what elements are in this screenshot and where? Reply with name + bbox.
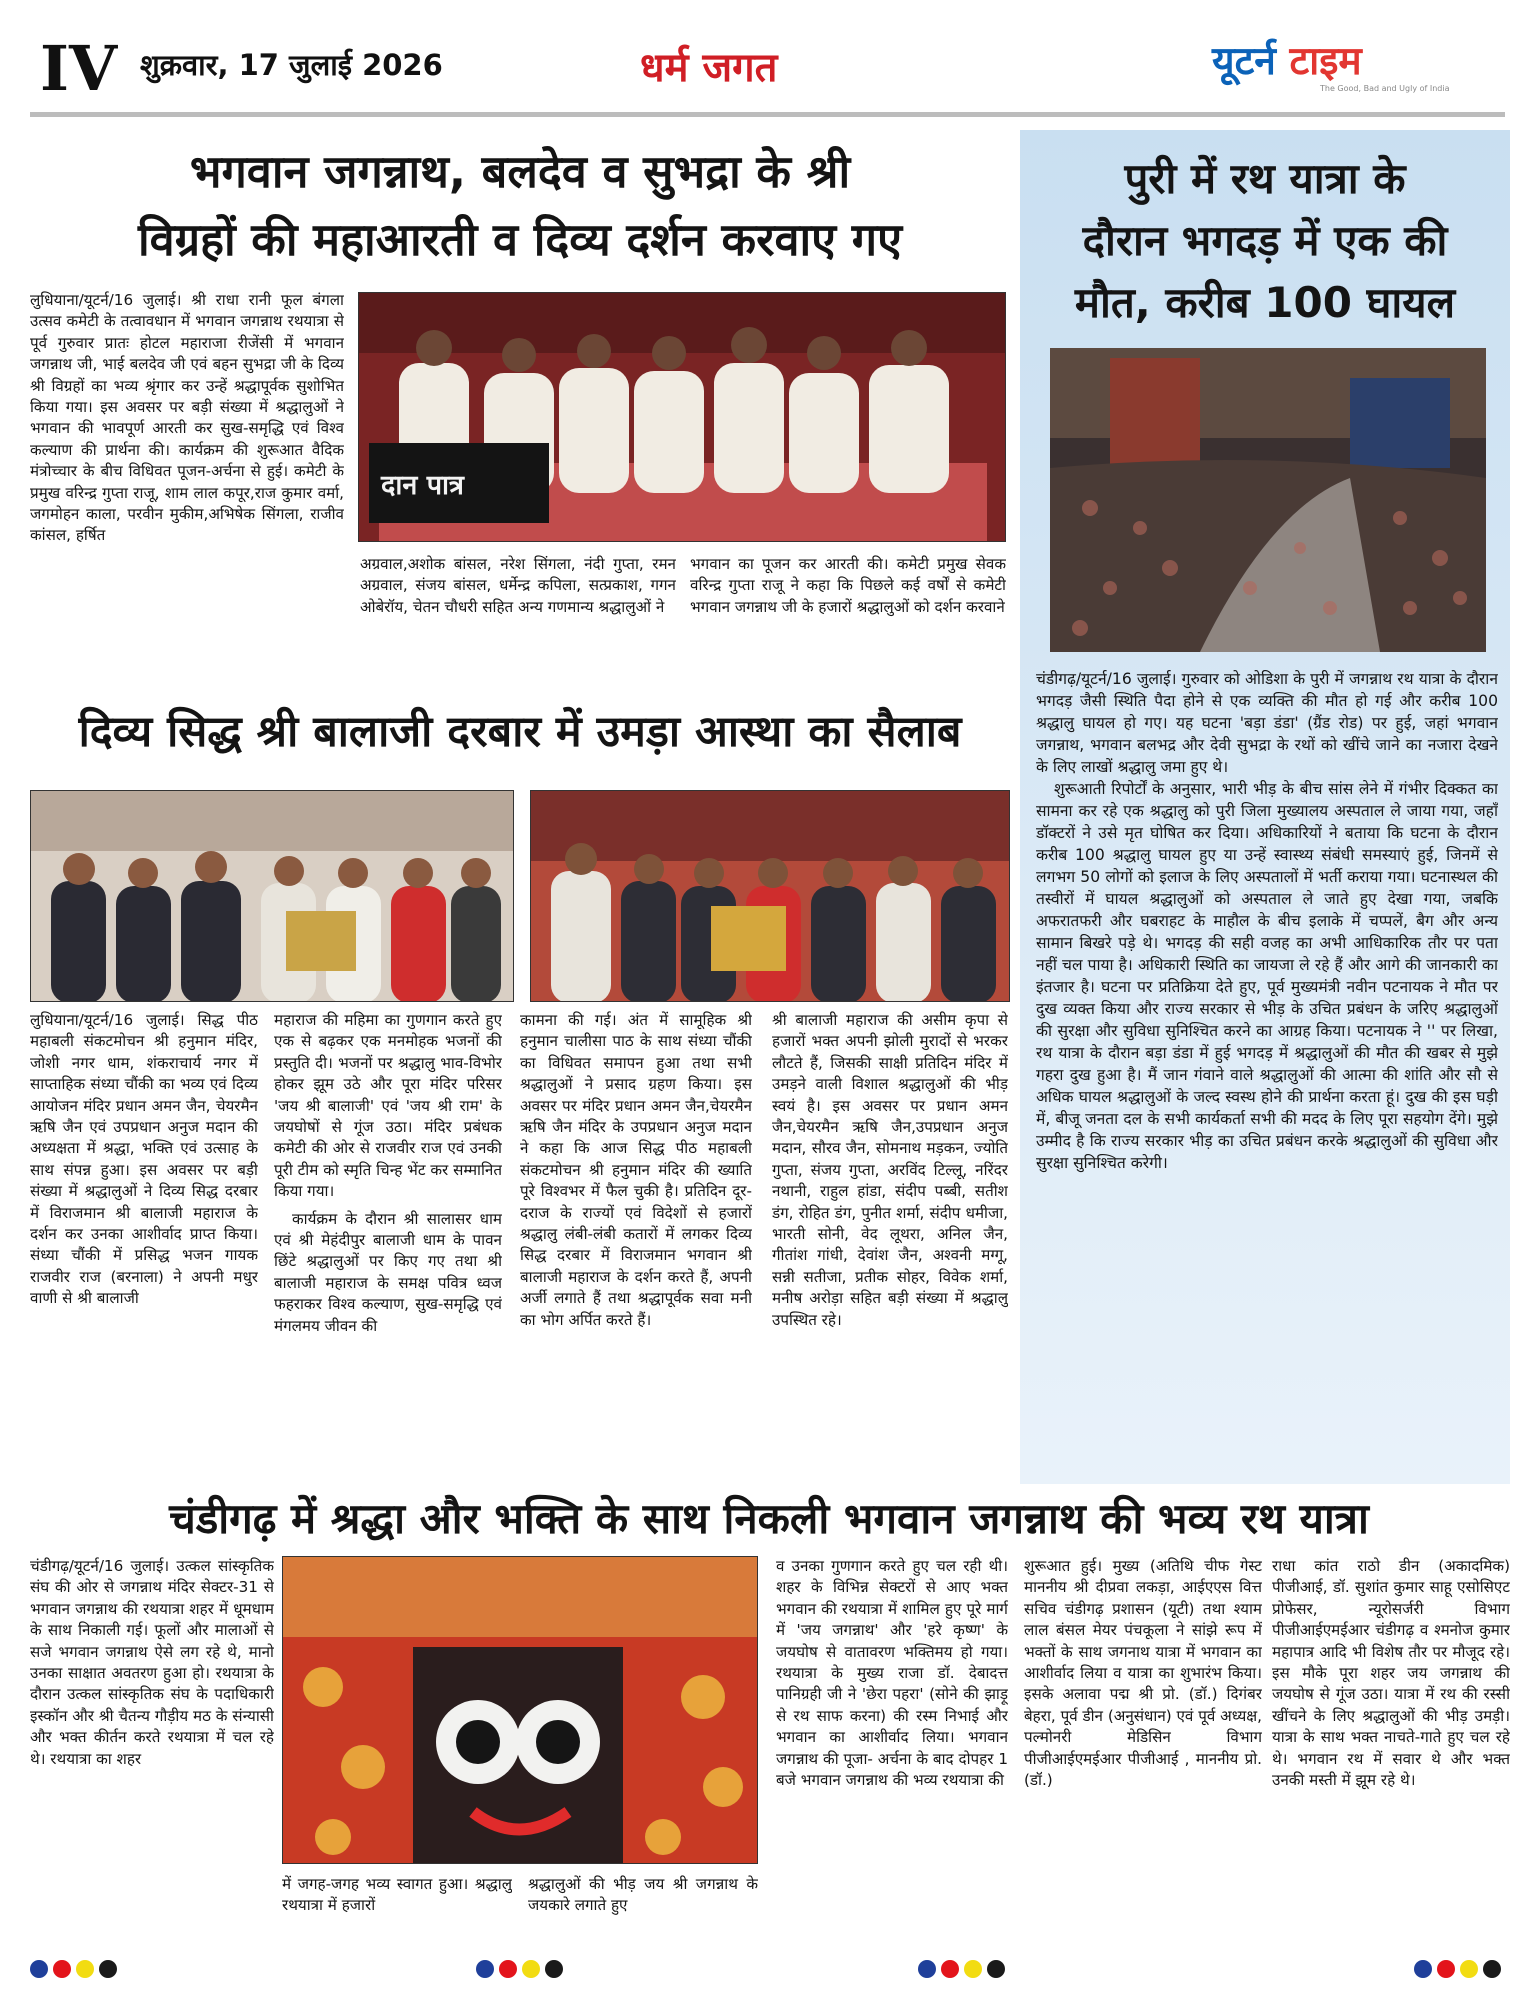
registration-dot <box>1460 1960 1478 1978</box>
registration-dot <box>964 1960 982 1978</box>
logo-tagline: The Good, Bad and Ugly of India <box>1320 84 1450 93</box>
registration-dot <box>1414 1960 1432 1978</box>
story2-headline: दिव्य सिद्ध श्री बालाजी दरबार में उमड़ा आस्था का सैलाब <box>78 707 962 757</box>
sidebar-headline-line1: पुरी में रथ यात्रा के <box>1124 154 1406 203</box>
story1-headline <box>30 138 1010 274</box>
story3-headline: चंडीगढ़ में श्रद्धा और भक्ति के साथ निकली भगवान जगन्नाथ की भव्य रथ यात्रा <box>169 1494 1369 1543</box>
newspaper-logo <box>1212 40 1492 98</box>
section-title: धर्म जगत <box>640 45 778 91</box>
story2-column-2 <box>274 1010 502 1472</box>
story2-photo-left <box>30 790 514 1002</box>
sidebar-headline-line2: दौरान भगदड़ में एक की <box>1082 216 1448 265</box>
story1-headline-line1: भगवान जगन्नाथ, बलदेव व सुभद्रा के श्री <box>189 145 851 198</box>
registration-dot <box>522 1960 540 1978</box>
story2-column-4: श्री बालाजी महाराज की असीम कृपा से हजारों भक्त अपनी झोली मुरादों से भरकर लौटते हैं, जिसकी साक्षी प्रतिदिन मंदिर में उमड़ने वाली विशाल श्रद्धालुओं की भीड़ स्वयं है। इस अवसर पर प्रधान अमन जैन,चेयरमैन ऋषि जैन,उपप्रधान अनुज मदान, सौरव जैन, सोमनाथ मड़कन, ज्योति गुप्ता, संजय गुप्ता, अरविंद टिल्लू, नरिंदर नथानी, राहुल हांडा, संदीप पब्बी, सतीश डंग, रोहित डंग, पुनीत शर्मा, संदीप धमीजा, भारती सोनी, वेद लूथरा, अनिल जैन, गीतांश गांधी, देवांश जैन, अश्वनी मग्गू, सन्नी सतीजा, प्रतीक सोहर, विवेक शर्मा, मनीष अरोड़ा सहित बड़ी संख्या में श्रद्धालु उपस्थित रहे। <box>772 1011 1008 1329</box>
sidebar-headline-line3: मौत, करीब 100 घायल <box>1074 278 1456 327</box>
registration-dot <box>941 1960 959 1978</box>
story3-column-2: में जगह-जगह भव्य स्वागत हुआ। श्रद्धालु रथयात्रा में हजारों <box>282 1875 512 1915</box>
story2-column-2-para1: महाराज की महिमा का गुणगान करते हुए एक से बढ़कर एक मनमोहक भजनों की प्रस्तुति दी। भजनों पर श्रद्धालु भाव-विभोर होकर झूम उठे और पूरा मंदिर परिसर 'जय श्री बालाजी' एवं 'जय श्री राम' के जयघोषों से गूंज उठा। मंदिर प्रबंधक कमेटी की ओर से राजवीर राज एवं उनकी पूरी टीम को स्मृति चिन्ह भेंट कर सम्मानित किया गया। <box>274 1011 502 1201</box>
registration-dot <box>499 1960 517 1978</box>
registration-dot <box>30 1960 48 1978</box>
story3-column-5: शुरूआत हुई। मुख्य (अतिथि चीफ गेस्ट माननीय श्री दीप्रवा लकड़ा, आईएएस वित्त सचिव चंडीगढ़ प्रशासन (यूटी) तथा श्याम लाल बंसल मेयर पंचकूला ने सांझे रूप में भक्तों के साथ जगनाथ यात्रा में भगवान का आशीर्वाद लिया व यात्रा का शुभारंभ किया। इसके अलावा पद्म श्री प्रो. (डॉ.) दिगंबर बेहरा, पूर्व डीन (अनुसंधान) एवं पूर्व अध्यक्ष, पल्मोनरी मेडिसिन विभाग पीजीआईएमईआर पीजीआई , माननीय प्रो. (डॉ.) <box>1024 1557 1262 1790</box>
registration-marks-middle-left <box>476 1960 563 1978</box>
registration-dot <box>53 1960 71 1978</box>
story3-column-6: राधा कांत राठो डीन (अकादमिक) पीजीआई, डॉ. सुशांत कुमार साहू एसोसिएट प्रोफेसर, न्यूरोसर्जरी विभाग पीजीआईएमईआर चंडीगढ़ व श्मनोज कुमार महापात्र आदि भी विशेष तौर पर मौजूद रहे। इस मौके पूरा शहर जय जगन्नाथ की जयघोष से गूंज उठा। यात्रा में रथ की रस्सी खींचने के लिए श्रद्धालुओं की भीड़ उमड़ी। यात्रा के साथ भक्त नाचते-गाते हुए चल रहे थे। भगवान रथ में सवार थे और भक्त उनकी मस्ती में झूम रहे थे। <box>1272 1557 1510 1790</box>
logo-text-part1: यूटर्न <box>1212 39 1276 84</box>
sidebar-story-body <box>1036 668 1498 1474</box>
registration-marks-left <box>30 1960 117 1978</box>
story1-column-2: अग्रवाल,अशोक बांसल, नरेश सिंगला, नंदी गुप्ता, रमन अग्रवाल, संजय बांसल, धर्मेन्द्र कपिला, सत्प्रकाश, गगन ओबेरॉय, चेतन चौधरी सहित अन्य गणमान्य श्रद्धालुओं ने <box>360 555 676 616</box>
registration-dot <box>1483 1960 1501 1978</box>
sidebar-para-2: शुरूआती रिपोर्टों के अनुसार, भारी भीड़ के बीच सांस लेने में गंभीर दिक्कत का सामना कर रहे एक श्रद्धालु को पुरी जिला मुख्यालय अस्पताल ले जाया गया, जहाँ डॉक्टरों ने उसे मृत घोषित कर दिया। अधिकारियों ने बताया कि घटना के दौरान करीब 100 श्रद्धालु घायल हुए या उन्हें स्वास्थ्य संबंधी समस्याएं हुई, जिनमें से लगभग 50 लोगों को इलाज के लिए अस्पतालों में भर्ती कराया गया। घटनास्थल की तस्वीरों में घायल श्रद्धालुओं को अस्पताल ले जाते हुए देखा गया, जबकि अफरातफरी और घबराहट के माहौल के बीच इलाके में चप्पलें, बैग और अन्य सामान बिखरे पड़े थे। भगदड़ की सही वजह का अभी आधिकारिक तौर पर पता नहीं चल पाया है। अधिकारी स्थिति का जायजा ले रहे हैं और आगे की जानकारी का इंतजार है। घटना पर प्रतिक्रिया देते हुए, पूर्व मुख्यमंत्री नवीन पटनायक ने मौत पर दुख व्यक्त किया और राज्य सरकार से भीड़ के उचित प्रबंधन के जरिए श्रद्धालुओं की सुरक्षा और सुविधा सुनिश्चित करने का आग्रह किया। पटनायक ने '' पर लिखा, रथ यात्रा के दौरान बड़ा डंडा में हुई भगदड़ में श्रद्धालुओं की मौत की खबर से मुझे गहरा दुख हुआ है। मैं जान गंवाने वाले श्रद्धालुओं की आत्मा की शांति और सौ से अधिक घायल श्रद्धालुओं के जल्द स्वस्थ होने की प्रार्थना करता हूं। दुख की इस घड़ी में, बीजू जनता दल के सभी कार्यकर्ता सभी की मदद के लिए पूरा सहयोग देंगे। मुझे उम्मीद है कि राज्य सरकार भीड़ का उचित प्रबंधन करके श्रद्धालुओं की सुविधा और सुरक्षा सुनिश्चित करेगी। <box>1036 780 1498 1172</box>
page-number: IV <box>40 32 118 105</box>
story2-photo-right <box>530 790 1010 1002</box>
donation-box-sign: दान पात्र <box>381 470 464 501</box>
registration-dot <box>76 1960 94 1978</box>
registration-dot <box>476 1960 494 1978</box>
page-header <box>0 0 1536 118</box>
story3-column-1: चंडीगढ़/यूटर्न/16 जुलाई। उत्कल सांस्कृतिक संघ की ओर से जगन्नाथ मंदिर सेक्टर-31 से भगवान जगन्नाथ की रथयात्रा शहर में धूमधाम के साथ निकाली गई। फूलों और मालाओं से सजे भगवान जगन्नाथ ऐसे लग रहे थे, मानो उनका साक्षात अवतरण हुआ हो। रथयात्रा के दौरान उत्कल सांस्कृतिक संघ के पदाधिकारी इस्कॉन और श्री चैतन्य गौड़ीय मठ के संन्यासी और भक्त कीर्तन करते रथयात्रा में चल रहे थे। रथयात्रा का शहर <box>30 1557 274 1768</box>
registration-marks-right <box>1414 1960 1501 1978</box>
story3-column-4: व उनका गुणगान करते हुए चल रही थी। शहर के विभिन्न सेक्टरों से आए भक्त भगवान की रथयात्रा में शामिल हुए पूरे मार्ग में 'जय जगन्नाथ' और 'हरे कृष्ण' के जयघोष से वातावरण भक्तिमय हो गया। रथयात्रा के मुख्य राजा डॉ. देबादत्त पानिग्रही जी ने 'छेरा पहरा' (सोने की झाड़ू से रथ साफ करना) की रस्म निभाई और भगवान का आशीर्वाद लिया। भगवान जगन्नाथ की पूजा- अर्चना के बाद दोपहर 1 बजे भगवान जगन्नाथ की भव्य रथयात्रा की <box>776 1557 1008 1790</box>
logo-text-part2: टाइम <box>1275 39 1362 84</box>
story2-column-3: कामना की गई। अंत में सामूहिक श्री हनुमान चालीसा पाठ के साथ संध्या चौंकी का विधिवत समापन हुआ तथा सभी श्रद्धालुओं ने प्रसाद ग्रहण किया। इस अवसर पर मंदिर प्रधान अमन जैन,चेयरमैन ऋषि जैन मंदिर के उपप्रधान अनुज मदान ने कहा कि आज सिद्ध पीठ महाबली संकटमोचन श्री हनुमान मंदिर की ख्याति पूरे विश्वभर में फैल चुकी है। प्रतिदिन दूर-दराज के राज्यों एवं विदेशों से हजारों श्रद्धालु लंबी-लंबी कतारों में लगकर दिव्य सिद्ध दरबार में विराजमान भगवान श्री बालाजी महाराज के दर्शन करते हैं, अपनी अर्जी लगाते हैं तथा श्रद्धापूर्वक सवा मनी का भोग अर्पित करते हैं। <box>520 1011 752 1329</box>
story1-column-1: लुधियाना/यूटर्न/16 जुलाई। श्री राधा रानी फूल बंगला उत्सव कमेटी के तत्वावधान में भगवान जगन्नाथ रथयात्रा से पूर्व गुरुवार प्रातः होटल महाराजा रीजेंसी में भगवान जगन्नाथ जी, भाई बलदेव जी एवं बहन सुभद्रा जी के दिव्य श्री विग्रहों का भव्य श्रृंगार कर उन्हें श्रद्धापूर्वक सुशोभित किया गया। इस अवसर पर बड़ी संख्या में श्रद्धालुओं ने भगवान की भावपूर्ण आरती कर सुख-समृद्धि एवं विश्व कल्याण की प्रार्थना की। कार्यक्रम की शुरूआत वैदिक मंत्रोच्चार के बीच विधिवत पूजन-अर्चना से हुई। कमेटी के प्रमुख वरिन्द्र गुप्ता राजू, शाम लाल कपूर,राज कुमार वर्मा, जगमोहन काला, परवीन मुकीम,अभिषेक सिंगला, राजीव कांसल, हर्षित <box>30 291 344 545</box>
story1-column-3: भगवान का पूजन कर आरती की। कमेटी प्रमुख सेवक वरिन्द्र गुप्ता राजू ने कहा कि पिछले कई वर्षों से कमेटी भगवान जगन्नाथ जी के हजारों श्रद्धालुओं को दर्शन करवाने <box>690 555 1006 616</box>
registration-dot <box>545 1960 563 1978</box>
sidebar-crowd-photo <box>1050 348 1486 652</box>
story1-headline-line2: विग्रहों की महाआरती व दिव्य दर्शन करवाए गए <box>138 213 902 266</box>
sidebar-para-1: चंडीगढ़/यूटर्न/16 जुलाई। गुरुवार को ओडिशा के पुरी में जगन्नाथ रथ यात्रा के दौरान भगदड़ जैसी स्थिति पैदा होने से एक व्यक्ति की मौत हो गई और करीब 100 श्रद्धालु घायल हो गए। यह घटना 'बड़ा डंडा' (ग्रैंड रोड) पर हुई, जहां भगवान जगन्नाथ, भगवान बलभद्र और देवी सुभद्रा के रथों को खींचे जाने का नजारा देखने के लिए लाखों श्रद्धालु जमा हुए थे। <box>1036 670 1498 776</box>
story2-column-1: लुधियाना/यूटर्न/16 जुलाई। सिद्ध पीठ महाबली संकटमोचन श्री हनुमान मंदिर, जोशी नगर धाम, शंकराचार्य नगर में साप्ताहिक संध्या चौंकी का भव्य एवं दिव्य आयोजन मंदिर प्रधान अमन जैन, चेयरमैन ऋषि जैन एवं उपप्रधान अनुज मदान की अध्यक्षता में श्रद्धा, भक्ति एवं उत्साह के साथ संपन्न हुआ। इस अवसर पर बड़ी संख्या में श्रद्धालुओं ने दिव्य सिद्ध दरबार में विराजमान श्री बालाजी महाराज के दर्शन कर उनका आशीर्वाद प्राप्त किया। संध्या चौंकी में प्रसिद्ध भजन गायक राजवीर राज (बरनाला) ने अपनी मधुर वाणी से श्री बालाजी <box>30 1011 258 1308</box>
story3-rath-yatra-photo <box>282 1556 758 1864</box>
header-rule <box>30 112 1505 117</box>
registration-dot <box>987 1960 1005 1978</box>
issue-date: शुक्रवार, 17 जुलाई 2026 <box>140 48 443 82</box>
registration-marks-middle-right <box>918 1960 1005 1978</box>
registration-dot <box>99 1960 117 1978</box>
story2-column-2-para2: कार्यक्रम के दौरान श्री सालासर धाम एवं श्री मेहंदीपुर बालाजी धाम के पावन छिंटे श्रद्धालुओं पर किए गए तथा श्री बालाजी महाराज के समक्ष पवित्र ध्वज फहराकर विश्व कल्याण, सुख-समृद्धि एवं मंगलमय जीवन की <box>274 1209 502 1335</box>
story3-column-3: श्रद्धालुओं की भीड़ जय श्री जगन्नाथ के जयकारे लगाते हुए <box>528 1875 758 1915</box>
registration-dot <box>1437 1960 1455 1978</box>
story1-photo <box>358 292 1006 542</box>
registration-dot <box>918 1960 936 1978</box>
sidebar-headline <box>1028 148 1502 334</box>
